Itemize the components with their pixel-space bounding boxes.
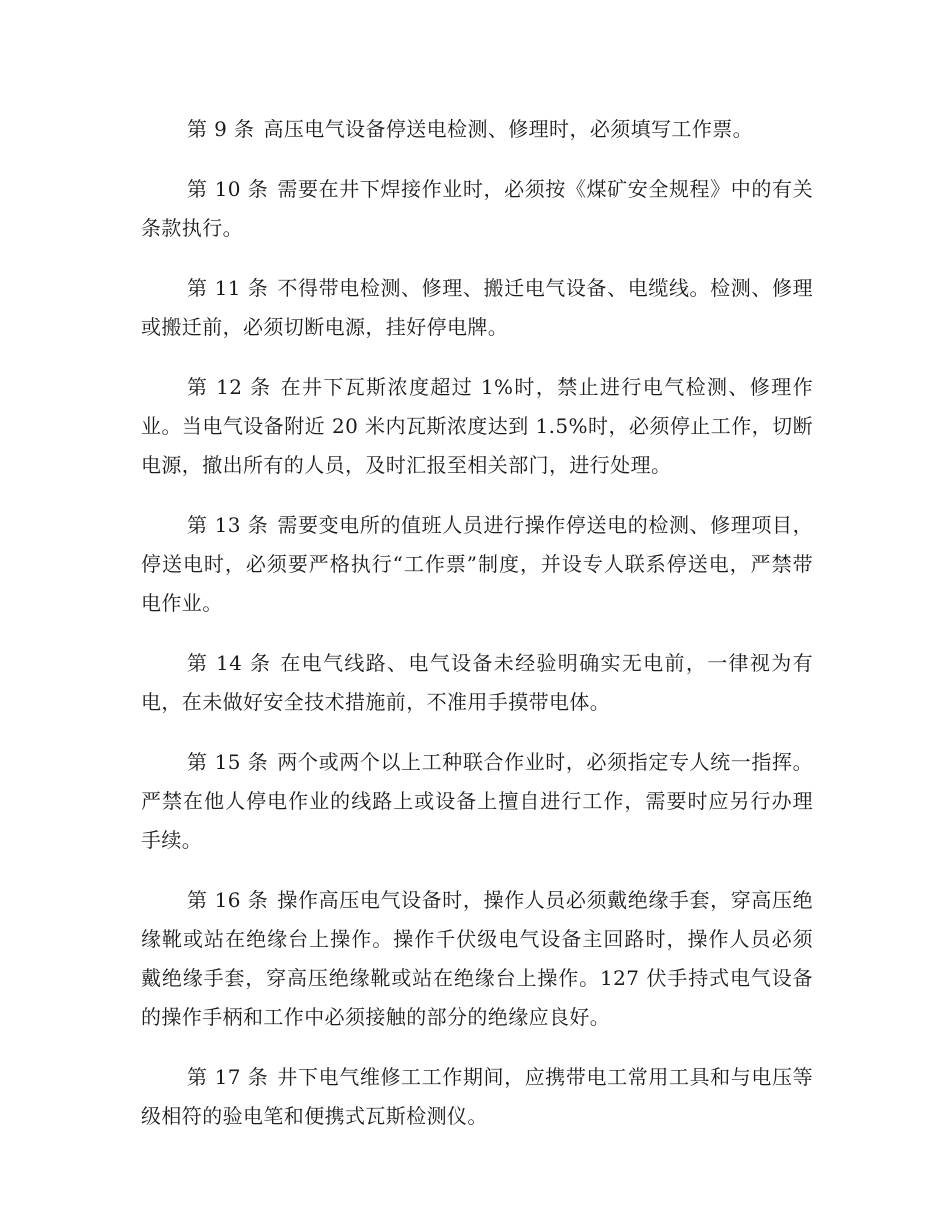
article-text: 高压电气设备停送电检测、修理时，必须填写工作票。 [263,117,754,141]
article-text: 井下电气维修工工作期间，应携带电工常用工具和与电压等级相符的验电笔和便携式瓦斯检测仪。 [141,1065,813,1128]
article-number: 第 17 条 [187,1065,269,1089]
article-number: 第 10 条 [187,177,269,201]
article-text: 在井下瓦斯浓度超过 1%时，禁止进行电气检测、修理作业。当电气设备附近 20 米内瓦斯浓度达到 1.5%时，必须停止工作，切断电源，撤出所有的人员，及时汇报至相关部门，进行处理。 [141,375,813,477]
article-number: 第 16 条 [187,888,269,912]
article-15 [141,743,813,860]
article-number: 第 13 条 [187,513,269,537]
article-16 [141,881,813,1037]
article-text: 需要变电所的值班人员进行操作停送电的检测、修理项目，停送电时，必须要严格执行“工作票”制度，并设专人联系停送电，严禁带电作业。 [141,513,813,615]
article-text: 不得带电检测、修理、搬迁电气设备、电缆线。检测、修理或搬迁前，必须切断电源，挂好停电牌。 [141,276,813,339]
article-text: 在电气线路、电气设备未经验明确实无电前，一律视为有电，在未做好安全技术措施前，不准用手摸带电体。 [141,651,813,714]
article-text: 两个或两个以上工种联合作业时，必须指定专人统一指挥。严禁在他人停电作业的线路上或设备上擅自进行工作，需要时应另行办理手续。 [141,750,813,852]
article-12 [141,368,813,485]
article-number: 第 12 条 [187,375,272,399]
article-text: 需要在井下焊接作业时，必须按《煤矿安全规程》中的有关条款执行。 [141,177,813,240]
article-number: 第 11 条 [187,276,269,300]
article-number: 第 15 条 [187,750,269,774]
document-body [141,110,813,1157]
article-13 [141,506,813,623]
article-number: 第 14 条 [187,651,272,675]
article-11 [141,269,813,347]
article-10 [141,170,813,248]
article-17 [141,1058,813,1136]
article-14 [141,644,813,722]
article-number: 第 9 条 [187,117,255,141]
article-9 [141,110,813,149]
article-text: 操作高压电气设备时，操作人员必须戴绝缘手套，穿高压绝缘靴或站在绝缘台上操作。操作千伏级电气设备主回路时，操作人员必须戴绝缘手套，穿高压绝缘靴或站在绝缘台上操作。127 伏手持式电气设备的操作手柄和工作中必须接触的部分的绝缘应良好。 [141,888,813,1029]
